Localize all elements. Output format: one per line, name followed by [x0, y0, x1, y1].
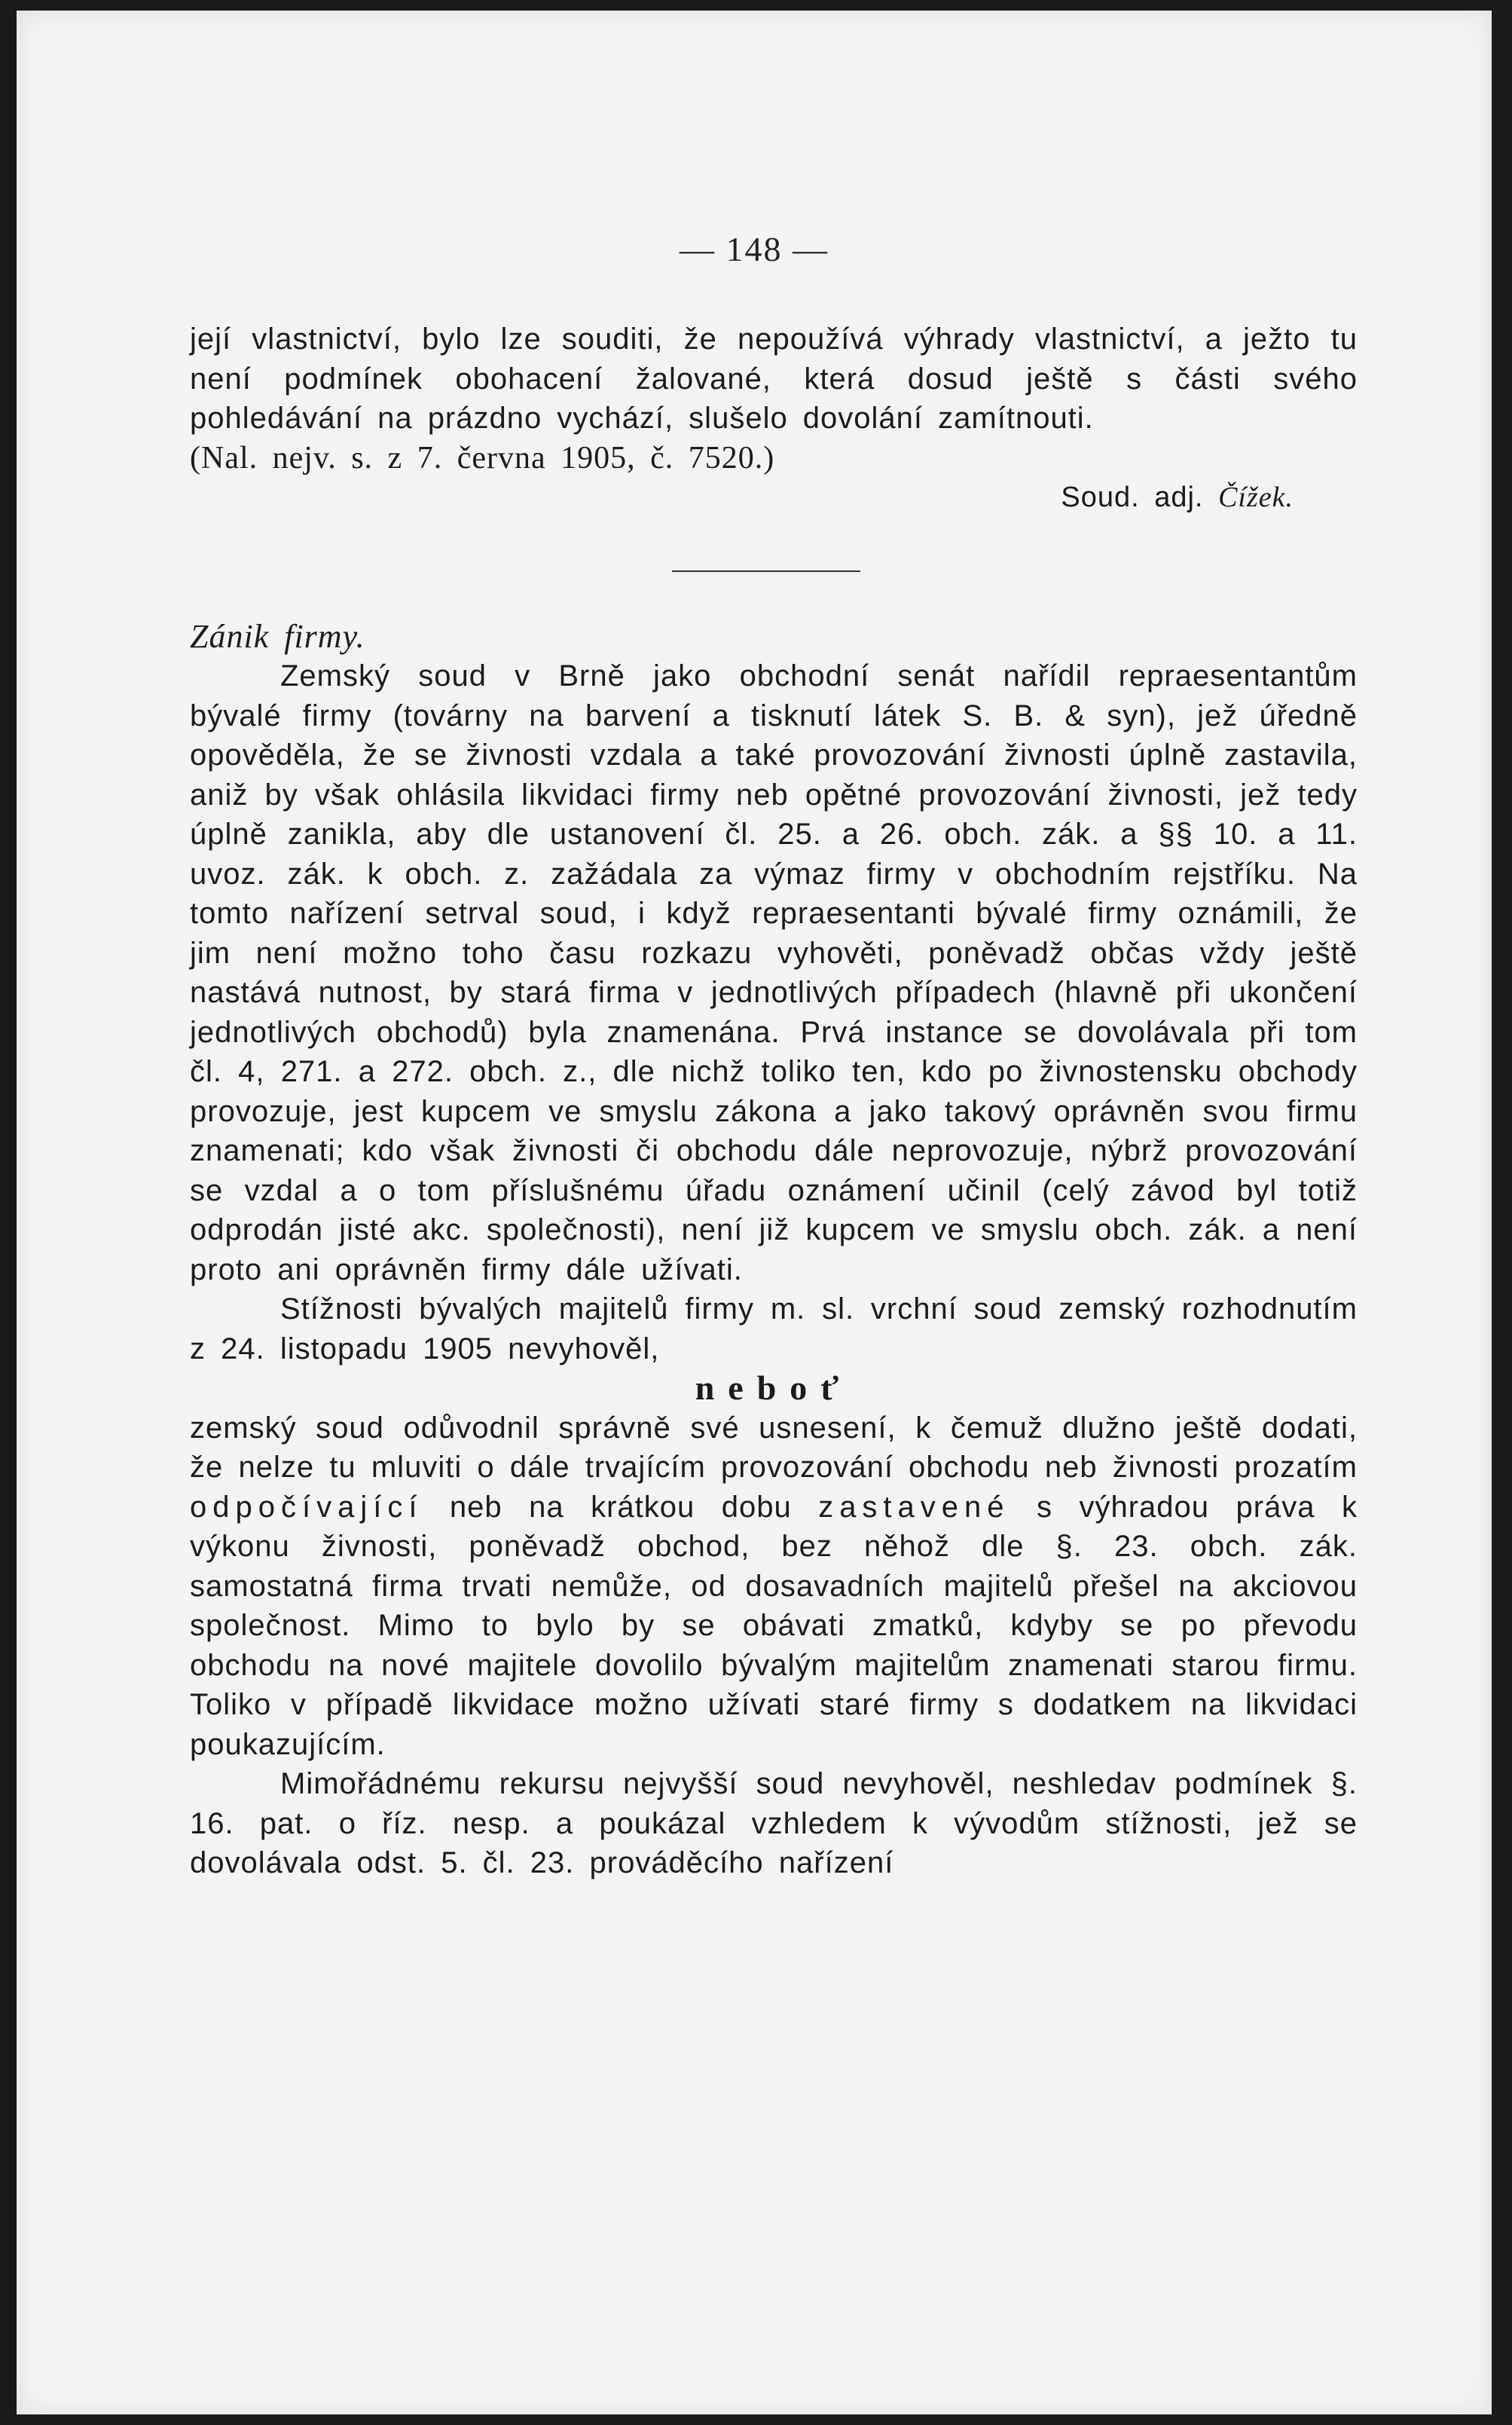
continuation-paragraph: její vlastnictví, bylo lze souditi, že nepoužívá výhrady vlastnictví, a ježto tu není podmínek obohacení žalované, která dosud ještě s části svého pohledávání na prázdno vychází, slušelo dovolání zamítnouti. [190, 323, 1358, 435]
case-citation: (Nal. nejv. s. z 7. června 1905, č. 7520.) [190, 440, 775, 476]
paragraph-reasoning [190, 1408, 1358, 1765]
paragraph-appeal: Stížnosti bývalých majitelů firmy m. sl. vrchní soud zemský rozhodnutím z 24. listopadu 1905 nevyhověl, [190, 1292, 1358, 1365]
reasoning-text-b: neb na krátkou dobu [423, 1490, 819, 1524]
section-divider [672, 570, 860, 572]
page-number: — 148 — [680, 230, 829, 268]
paragraph-facts: Zemský soud v Brně jako obchodní senát nařídil repraesentantům bývalé firmy (továrny na barvení a tisknutí látek S. B. & syn), jež úředně opověděla, že se živnosti vzdala a také provozování živnosti úplně zastavila, aniž by však ohlásila likvidaci firmy neb opětné provozování živnosti, jež tedy úplně zanikla, aby dle ustanovení čl. 25. a 26. obch. zák. a §§ 10. a 11. uvoz. zák. k obch. z. zažádala za výmaz firmy v obchodním rejstříku. Na tomto nařízení setrval soud, i když repraesentanti bývalé firmy oznámili, že jim není možno toho času rozkazu vyhověti, poněvadž občas vždy ještě nastává nutnost, by stará firma v jednotlivých případech (hlavně při ukončení jednotlivých obchodů) byla znamenána. Prvá instance se dovolávala při tom čl. 4, 271. a 272. obch. z., dle nichž toliko ten, kdo po živnostensku obchody provozuje, jest kupcem ve smyslu zákona a jako takový oprávněn svou firmu znamenati; kdo však živnosti či obchodu dále neprovozuje, nýbrž provozování se vzdal a o tom příslušnému úřadu oznámení učinil (celý závod byl totiž odprodán jisté akc. společnosti), není již kupcem ve smyslu obch. zák. a není proto ani oprávněn firmy dále užívati. [190, 659, 1358, 1286]
reasoning-text-a: zemský soud odůvodnil správně své usnesení, k čemuž dlužno ještě dodati, že nelze tu mluviti o dále trvajícím provozování obchodu neb živnosti prozatím [190, 1411, 1358, 1484]
signature-name: Čížek. [1218, 482, 1294, 513]
section-title: Zánik firmy. [190, 617, 365, 655]
paragraph-supreme-court: Mimořádnému rekursu nejvyšší soud nevyhověl, neshledav podmínek §. 16. pat. o říz. nesp. a poukázal vzhledem k vývodům stížnosti, jež se dovolávala odst. 5. čl. 23. prováděcího nařízení [190, 1767, 1358, 1879]
text-block [190, 320, 1358, 1883]
center-word: neboť [695, 1368, 853, 1407]
spaced-word-2: zastavené [818, 1490, 1010, 1524]
signature-prefix: Soud. adj. [1061, 482, 1204, 513]
signature [190, 478, 1358, 518]
book-page [17, 11, 1492, 2414]
reasoning-text-c: s výhradou práva k výkonu živnosti, poněvadž obchod, bez něhož dle §. 23. obch. zák. samostatná firma trvati nemůže, od dosavadních majitelů přešel na akciovou společnost. Mimo to bylo by se obávati zmatků, kdyby se po převodu obchodu na nové majitele dovolilo bývalým majitelům znamenati starou firmu. Toliko v případě likvidace možno užívati staré firmy s dodatkem na likvidaci poukazujícím. [190, 1490, 1358, 1761]
spaced-word-1: odpočívající [190, 1490, 423, 1524]
